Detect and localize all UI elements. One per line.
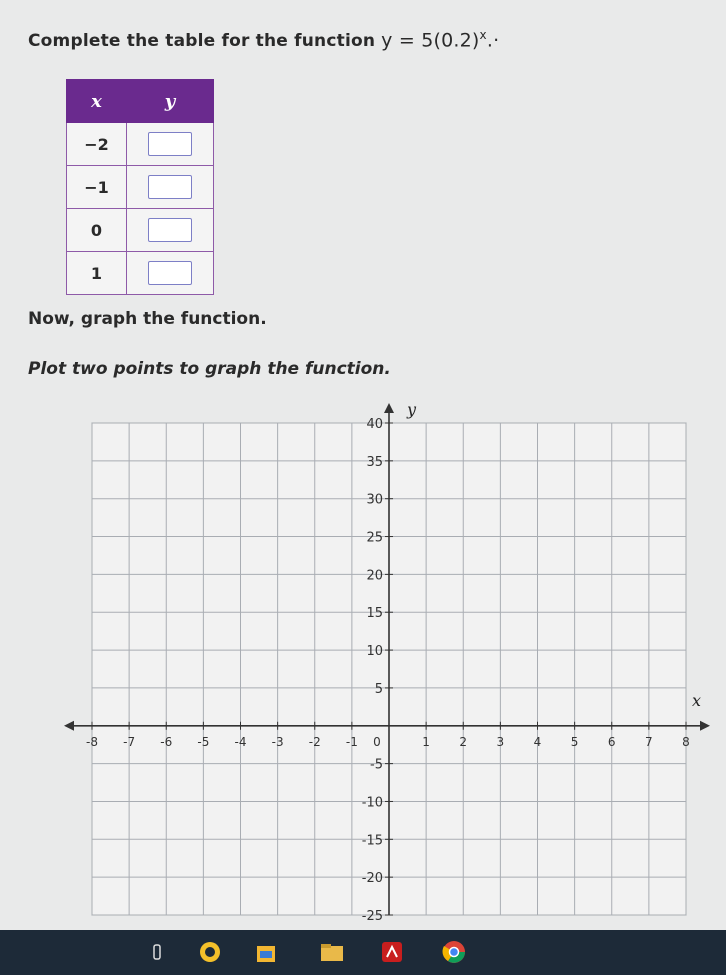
pdf-icon[interactable] <box>378 938 406 966</box>
x-tick-label: -3 <box>271 734 284 749</box>
x-tick-label: -4 <box>234 734 247 749</box>
y-axis-arrow-up <box>384 403 394 413</box>
y-tick-label: -5 <box>370 757 383 773</box>
y-cell <box>127 252 214 295</box>
taskbar <box>0 930 726 975</box>
x-value: −1 <box>67 166 127 209</box>
x-tick-label: -1 <box>345 734 358 749</box>
y-tick-label: 10 <box>366 644 383 660</box>
x-axis-arrow-right <box>700 721 710 731</box>
x-tick-label: 3 <box>496 734 505 749</box>
y-tick-label: 20 <box>366 568 383 584</box>
table-header-y: y <box>127 80 214 123</box>
x-value: 0 <box>67 209 127 252</box>
table-row <box>67 209 214 252</box>
file-icon[interactable] <box>143 938 171 966</box>
x-tick-label: 0 <box>373 734 381 749</box>
browser-icon[interactable] <box>196 938 224 966</box>
y-tick-label: 40 <box>366 417 383 432</box>
x-axis-label: x <box>692 690 702 710</box>
y-answer-input[interactable] <box>148 218 192 242</box>
values-table <box>66 79 214 295</box>
table-row <box>67 166 214 209</box>
y-tick-label: -20 <box>361 871 383 887</box>
x-tick-label: -7 <box>123 734 136 749</box>
coordinate-plane[interactable] <box>0 395 726 930</box>
y-tick-label: 35 <box>366 454 383 470</box>
y-axis-label: y <box>407 400 417 419</box>
x-axis-arrow-left <box>64 721 74 731</box>
folder-icon[interactable] <box>318 938 346 966</box>
y-cell <box>127 166 214 209</box>
y-tick-label: -15 <box>361 833 383 849</box>
y-tick-label: -10 <box>361 795 383 811</box>
x-tick-label: -6 <box>160 734 173 749</box>
question-prompt <box>28 28 499 51</box>
y-cell <box>127 209 214 252</box>
y-answer-input[interactable] <box>148 261 192 285</box>
y-answer-input[interactable] <box>148 132 192 156</box>
y-answer-input[interactable] <box>148 175 192 199</box>
y-tick-label: 25 <box>366 530 383 546</box>
y-tick-label: 5 <box>374 681 383 697</box>
x-tick-label: 1 <box>422 734 430 749</box>
graph-instruction: Now, graph the function. <box>28 309 267 329</box>
x-tick-label: 5 <box>570 734 579 749</box>
table-row <box>67 252 214 295</box>
x-tick-label: 6 <box>607 734 616 749</box>
table-row <box>67 123 214 166</box>
prompt-text: Complete the table for the function <box>28 31 376 52</box>
store-icon[interactable] <box>252 938 280 966</box>
function-equation: $y = 5(0.2)^x.\cdot$ <box>381 28 500 52</box>
x-tick-label: -8 <box>86 734 98 749</box>
y-tick-label: -25 <box>361 909 383 924</box>
x-tick-label: 7 <box>645 734 653 749</box>
y-tick-label: 30 <box>366 492 383 508</box>
table-header-x: x <box>67 80 127 123</box>
plot-instruction: Plot two points to graph the function. <box>28 359 391 379</box>
x-tick-label: -2 <box>308 734 321 749</box>
x-tick-label: 4 <box>533 734 542 749</box>
x-tick-label: 2 <box>459 734 468 749</box>
x-tick-label: 8 <box>682 734 690 749</box>
x-value: −2 <box>67 123 127 166</box>
y-cell <box>127 123 214 166</box>
y-tick-label: 15 <box>366 606 383 622</box>
chrome-icon[interactable] <box>440 938 468 966</box>
x-value: 1 <box>67 252 127 295</box>
x-tick-label: -5 <box>197 734 210 749</box>
